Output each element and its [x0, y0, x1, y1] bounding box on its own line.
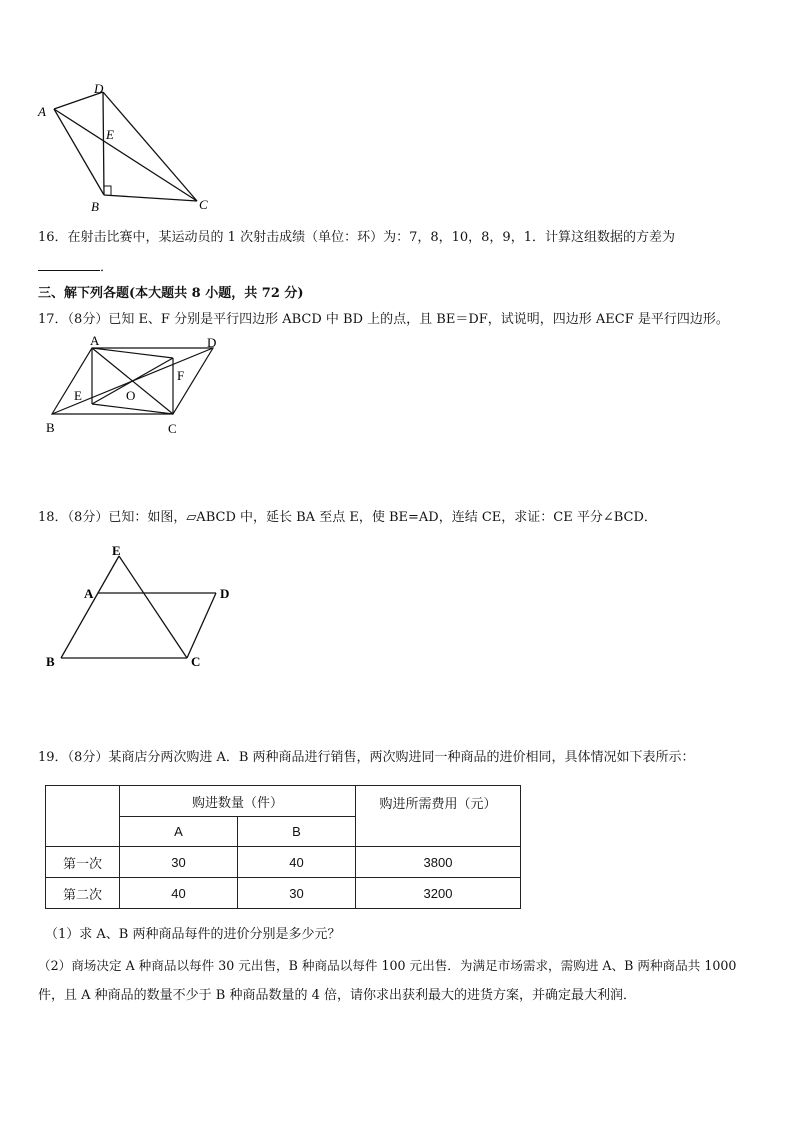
cell-a: 30 — [120, 847, 238, 878]
label-a: A — [90, 334, 100, 348]
label-f: F — [177, 368, 185, 383]
table-row — [46, 847, 521, 878]
label-e: E — [112, 543, 121, 558]
label-c: C — [168, 421, 177, 436]
col-a: A — [120, 817, 238, 847]
q18-figure — [40, 540, 250, 675]
label-d: D — [207, 335, 217, 350]
cell-cost: 3800 — [356, 847, 521, 878]
label-a: A — [38, 104, 46, 119]
q17-figure — [40, 334, 240, 440]
label-c: C — [199, 197, 208, 212]
section-title: 三、解下列各题(本大题共 8 小题，共 72 分) — [38, 286, 304, 301]
cell-b: 30 — [238, 878, 356, 909]
q19-part2-line2: 件，且 A 种商品的数量不少于 B 种商品数量的 4 倍，请你求出获利最大的进货方案，并确定最大利润． — [38, 988, 637, 1003]
label-c: C — [191, 654, 201, 669]
label-a: A — [84, 586, 94, 601]
header-cost: 购进所需费用（元） — [356, 786, 521, 847]
label-b: B — [46, 654, 55, 669]
q17-text: 17．（8分）已知 E、F 分别是平行四边形 ABCD 中 BD 上的点，且 BE＝DF，试说明，四边形 AECF 是平行四边形。 — [38, 312, 729, 327]
cell-a: 40 — [120, 878, 238, 909]
label-e: E — [74, 388, 82, 403]
header-qty: 购进数量（件） — [120, 786, 356, 817]
q19-part2-line1: （2）商场决定 A 种商品以每件 30 元出售，B 种商品以每件 100 元出售．为满足市场需求，需购进 A、B 两种商品共 1000 — [38, 958, 737, 973]
cell-b: 40 — [238, 847, 356, 878]
q16-answer-line — [38, 258, 113, 277]
col-b: B — [238, 817, 356, 847]
label-d: D — [94, 81, 104, 96]
table-row — [46, 878, 521, 909]
label-e: E — [106, 127, 114, 142]
q19-part1: （1）求 A、B 两种商品每件的进价分别是多少元？ — [45, 927, 341, 942]
row-label: 第一次 — [46, 847, 120, 878]
answer-blank — [38, 258, 100, 271]
q15-figure — [30, 78, 220, 218]
label-o: O — [126, 388, 136, 403]
q18-text: 18．（8分）已知：如图，▱ABCD 中，延长 BA 至点 E，使 BE=AD，连结 CE，求证：CE 平分∠BCD． — [38, 510, 657, 525]
q16-text: 16．在射击比赛中，某运动员的 1 次射击成绩（单位：环）为：7，8，10，8，9，1．计算这组数据的方差为 — [38, 230, 675, 245]
q19-text: 19．（8分）某商店分两次购进 A．B 两种商品进行销售，两次购进同一种商品的进价相同，具体情况如下表所示： — [38, 750, 695, 765]
label-d: D — [220, 586, 230, 601]
label-b: B — [91, 199, 99, 214]
cell-cost: 3200 — [356, 878, 521, 909]
row-label: 第二次 — [46, 878, 120, 909]
q16-end: ． — [100, 260, 114, 275]
label-b: B — [46, 420, 55, 435]
purchase-table — [45, 785, 521, 909]
corner-cell — [46, 786, 120, 847]
